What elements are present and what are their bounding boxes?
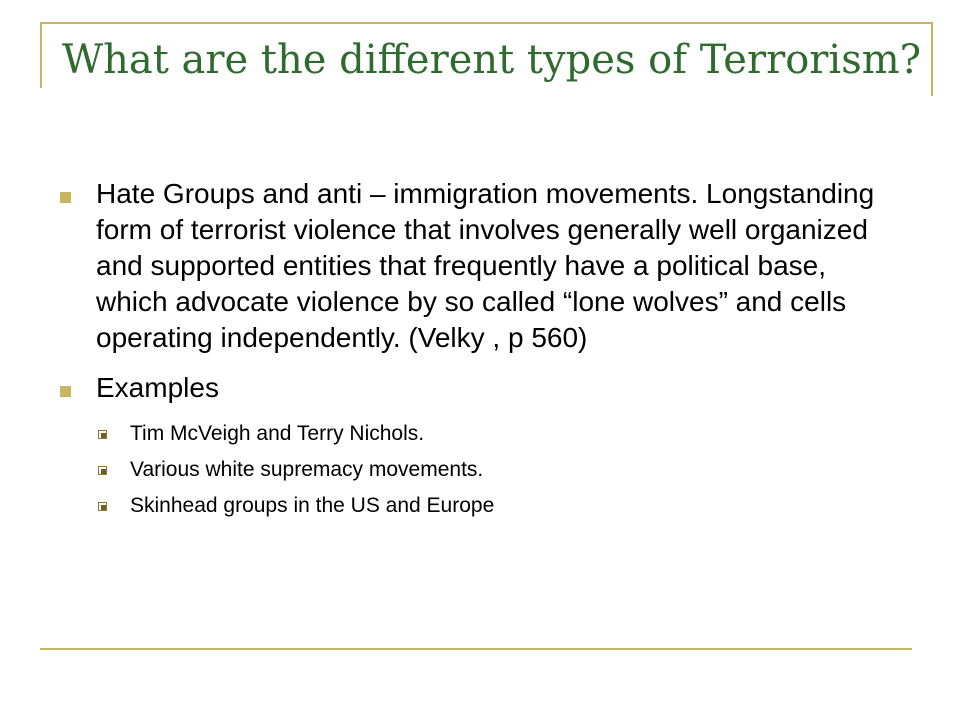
sub-item-text: Various white supremacy movements. — [130, 458, 484, 481]
square-bullet-icon — [60, 386, 71, 397]
slide-title: What are the different types of Terrorism? — [62, 37, 922, 83]
frame-bottom-line — [40, 648, 912, 650]
hollow-square-bullet-icon — [98, 466, 107, 475]
slide-content — [60, 176, 900, 528]
bullet-text: Examples — [96, 372, 219, 403]
sub-item-text: Tim McVeigh and Terry Nichols. — [130, 422, 425, 445]
bullet-item — [60, 370, 900, 406]
frame-left-line — [40, 22, 42, 88]
sub-item — [60, 456, 900, 484]
sub-list — [60, 420, 900, 520]
frame-top-line — [40, 22, 933, 24]
sub-item — [60, 420, 900, 448]
hollow-square-bullet-icon — [98, 502, 107, 511]
square-bullet-icon — [60, 192, 71, 203]
frame-right-line — [931, 22, 933, 96]
sub-item — [60, 492, 900, 520]
sub-item-text: Skinhead groups in the US and Europe — [130, 494, 495, 517]
bullet-item — [60, 176, 900, 356]
bullet-text: Hate Groups and anti – immigration movements. Longstanding form of terrorist violence that involves generally well organized and supported entities that frequently have a political base, which advocate violence by so called “lone wolves” and cells operating independently. (Velky , p 560) — [96, 178, 875, 353]
hollow-square-bullet-icon — [98, 430, 107, 439]
